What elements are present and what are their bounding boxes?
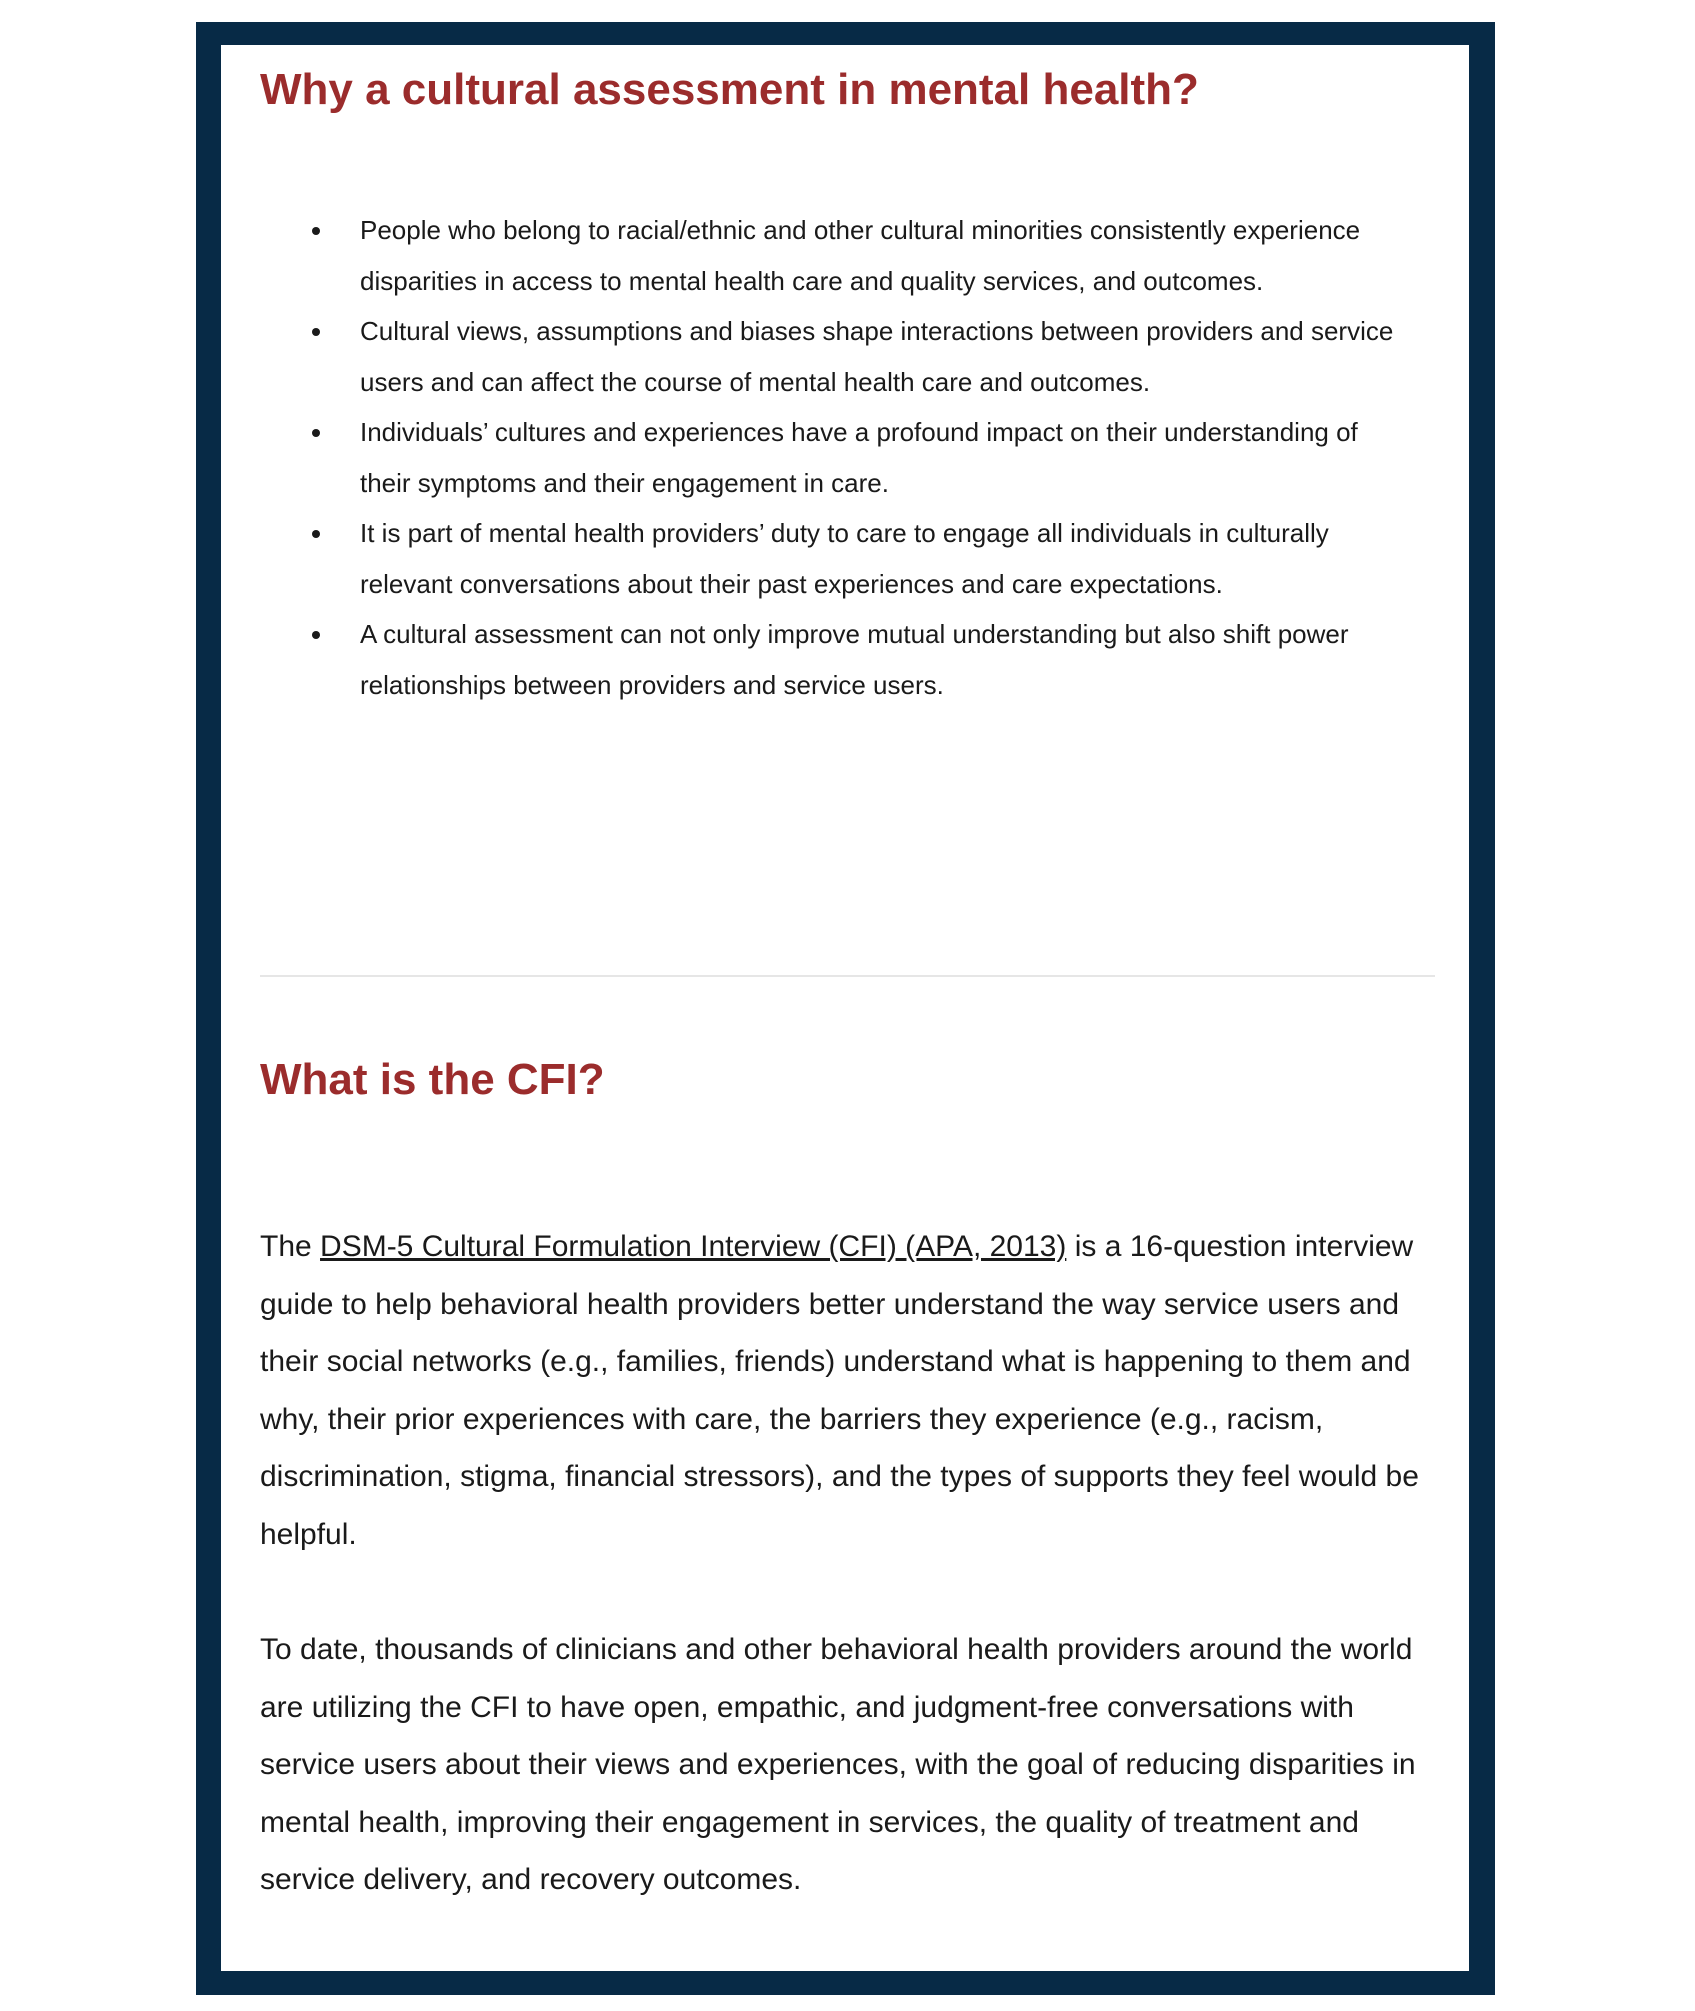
cfi-description xyxy=(260,1218,1420,1563)
bullet-icon xyxy=(312,631,320,639)
section-divider xyxy=(260,975,1435,977)
list-item xyxy=(221,306,1401,407)
dsm5-cfi-link[interactable]: DSM-5 Cultural Formulation Interview (CFI) (APA, 2013) xyxy=(320,1230,1067,1263)
section-heading-why: Why a cultural assessment in mental health? xyxy=(260,65,1199,114)
bullet-icon xyxy=(312,227,320,235)
page-frame xyxy=(196,22,1495,1995)
list-item xyxy=(221,205,1401,306)
list-item-text: A cultural assessment can not only improve mutual understanding but also shift power relationships between providers and service users. xyxy=(360,619,1349,700)
content-panel xyxy=(221,45,1469,1971)
bullet-icon xyxy=(312,328,320,336)
list-item-text: It is part of mental health providers’ duty to care to engage all individuals in culturally relevant conversations about their past experiences and care expectations. xyxy=(360,518,1329,599)
list-item-text: Cultural views, assumptions and biases shape interactions between providers and service users and can affect the course of mental health care and outcomes. xyxy=(360,316,1394,397)
reasons-list xyxy=(221,205,1401,710)
list-item-text: People who belong to racial/ethnic and other cultural minorities consistently experience disparities in access to mental health care and quality services, and outcomes. xyxy=(360,215,1361,296)
cfi-usage-paragraph: To date, thousands of clinicians and other behavioral health providers around the world are utilizing the CFI to have open, empathic, and judgment-free conversations with service users about their views and experiences, with the goal of reducing disparities in mental health, improving their engagement in services, the quality of treatment and service delivery, and recovery outcomes. xyxy=(260,1633,1416,1896)
bullet-icon xyxy=(312,530,320,538)
text: is a 16-question interview guide to help behavioral health providers better understand the way service users and their social networks (e.g., families, friends) understand what is happening to them and why, their prior experiences with care, the barriers they experience (e.g., racism, discrimination, stigma, financial stressors), and the types of supports they feel would be helpful. xyxy=(260,1230,1419,1551)
list-item-text: Individuals’ cultures and experiences have a profound impact on their understanding of their symptoms and their engagement in care. xyxy=(360,417,1358,498)
bullet-icon xyxy=(312,429,320,437)
list-item xyxy=(221,508,1401,609)
text: The xyxy=(260,1230,321,1263)
list-item xyxy=(221,407,1401,508)
section-heading-cfi: What is the CFI? xyxy=(260,1055,605,1104)
list-item xyxy=(221,609,1401,710)
